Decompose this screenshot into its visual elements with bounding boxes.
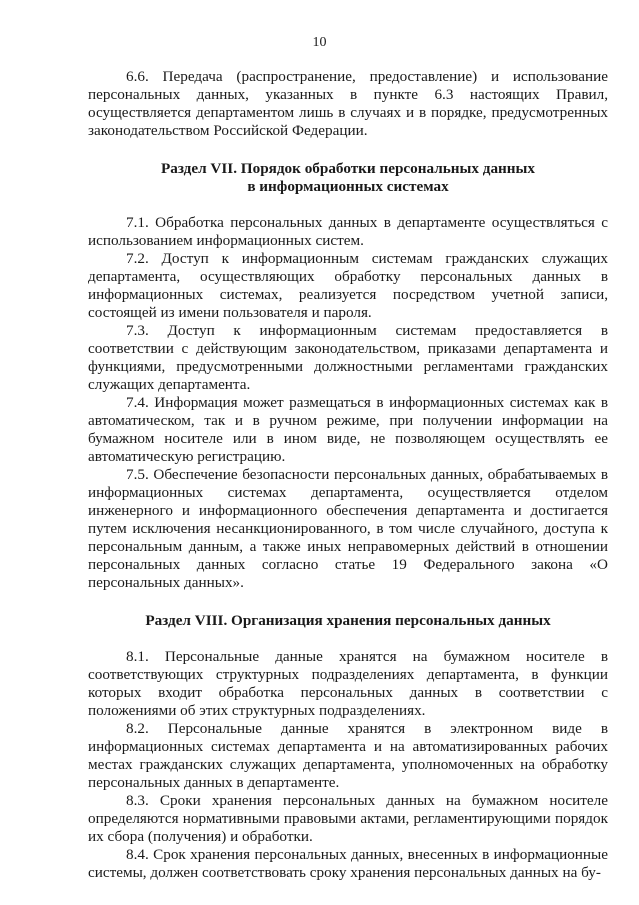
section-8-heading-line-1: Раздел VIII. Организация хранения персональных данных	[145, 612, 551, 629]
page-content	[88, 68, 608, 882]
section-7-heading-line-1: Раздел VII. Порядок обработки персональных данных	[160, 160, 536, 177]
paragraph-8-4: 8.4. Срок хранения персональных данных, внесенных в информационные системы, должен соответствовать сроку хранения персональных данных на бу-	[88, 846, 608, 881]
paragraph-7-2: 7.2. Доступ к информационным системам гражданских служащих департамента, осуществляющих обработку персональных данных в информационных системах, реализуется посредством учетной записи, состоящей из имени пользователя и пароля.	[88, 250, 608, 321]
paragraph-8-1: 8.1. Персональные данные хранятся на бумажном носителе в соответствующих структурных подразделениях департамента, в функции которых входит обработка персональных данных в соответствии с положениями об этих структурных подразделениях.	[88, 648, 608, 719]
paragraph-7-5: 7.5. Обеспечение безопасности персональных данных, обрабатываемых в информационных системах департамента, осуществляется отделом инженерного и информационного обеспечения департамента и достигается путем исключения несанкционированного, в том числе случайного, доступа к персональным данным, а также иных неправомерных действий в отношении персональных данных согласно статье 19 Федерального закона «О персональных данных».	[88, 466, 608, 591]
paragraph-8-3: 8.3. Сроки хранения персональных данных на бумажном носителе определяются нормативными правовыми актами, регламентирующими порядок их сбора (получения) и обработки.	[88, 792, 608, 845]
page-number: 10	[312, 35, 327, 50]
paragraph-7-3: 7.3. Доступ к информационным системам предоставляется в соответствии с действующим законодательством, приказами департамента и функциями, предусмотренными должностными регламентами гражданских служащих департамента.	[88, 322, 608, 393]
paragraph-8-2: 8.2. Персональные данные хранятся в электронном виде в информационных системах департамента и на автоматизированных рабочих местах гражданских служащих департамента, уполномоченных на обработку персональных данных в департаменте.	[88, 720, 608, 791]
paragraph-7-1: 7.1. Обработка персональных данных в департаменте осуществляться с использованием информационных систем.	[88, 214, 608, 249]
section-7-heading-line-2: в информационных системах	[247, 178, 449, 195]
section-7-heading	[88, 160, 608, 196]
paragraph-7-4: 7.4. Информация может размещаться в информационных системах как в автоматическом, так и в ручном режиме, при получении информации на бумажном носителе или в ином виде, не позволяющем осуществлять ее автоматическую регистрацию.	[88, 394, 608, 465]
section-8-heading	[88, 612, 608, 630]
paragraph-6-6: 6.6. Передача (распространение, предоставление) и использование персональных данных, указанных в пункте 6.3 настоящих Правил, осуществляется департаментом лишь в случаях и в порядке, предусмотренных законодательством Российской Федерации.	[88, 68, 608, 139]
